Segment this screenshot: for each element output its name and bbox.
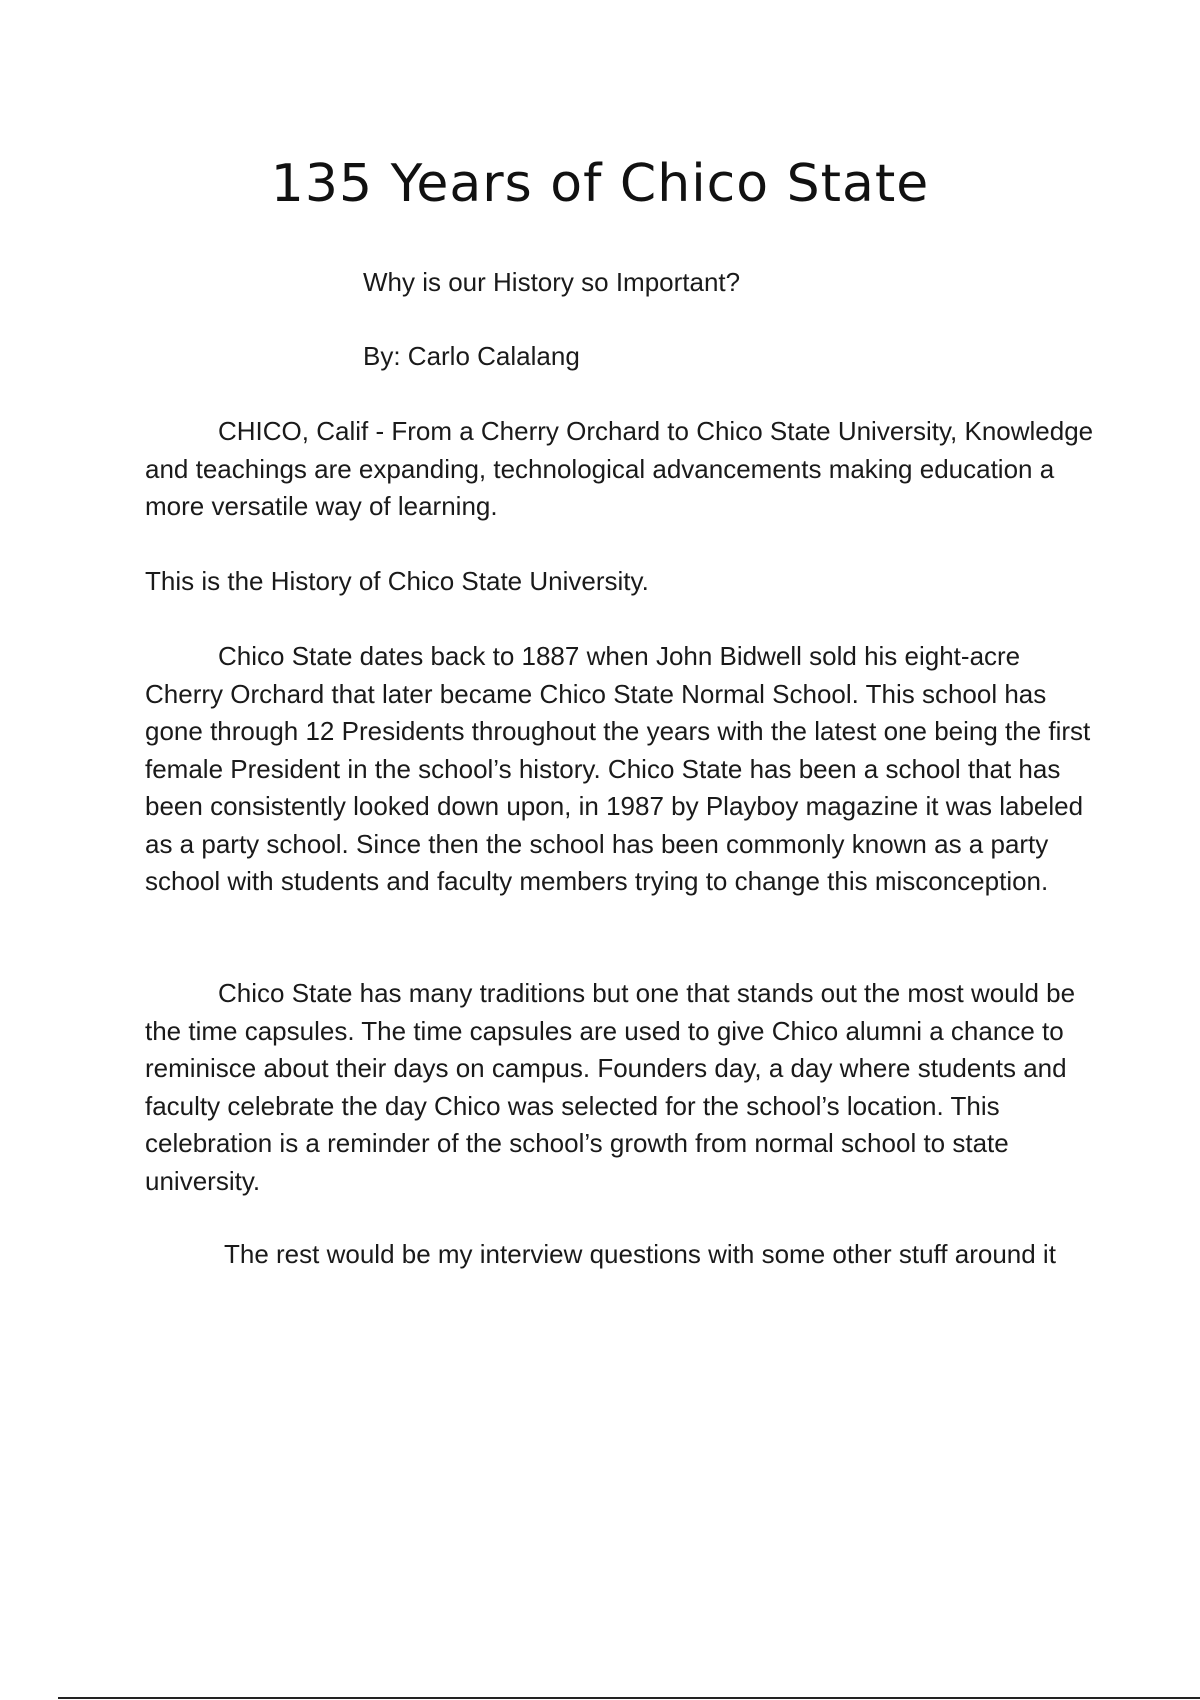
paragraph-closing: The rest would be my interview questions with some other stuff around it xyxy=(224,1239,1056,1269)
author-byline: By: Carlo Calalang xyxy=(363,341,580,371)
paragraph-traditions: Chico State has many traditions but one that stands out the most would be the time capsules. The time capsules are used to give Chico alumni a chance to reminisce about their days on campus. Founders day, a day where students and faculty celebrate the day Chico was selected for the school’s location. This celebration is a reminder of the school’s growth from normal school to state university. xyxy=(145,978,1076,1196)
paragraph-history: Chico State dates back to 1887 when John Bidwell sold his eight-acre Cherry Orchard that later became Chico State Normal School. This school has gone through 12 Presidents throughout the years with the latest one being the first female President in the school’s history. Chico State has been a school that has been consistently looked down upon, in 1987 by Playboy magazine it was labeled as a party school. Since then the school has been commonly known as a party school with students and faculty members trying to change this misconception. xyxy=(145,641,1091,896)
paragraph-intro: CHICO, Calif - From a Cherry Orchard to Chico State University, Knowledge and teachings are expanding, technological advancements making education a more versatile way of learning. xyxy=(145,416,1094,521)
document-subtitle: Why is our History so Important? xyxy=(363,267,741,297)
document-title: 135 Years of Chico State xyxy=(270,154,930,214)
page-bottom-divider xyxy=(58,1697,1200,1699)
paragraph-history-heading: This is the History of Chico State University. xyxy=(145,566,649,596)
